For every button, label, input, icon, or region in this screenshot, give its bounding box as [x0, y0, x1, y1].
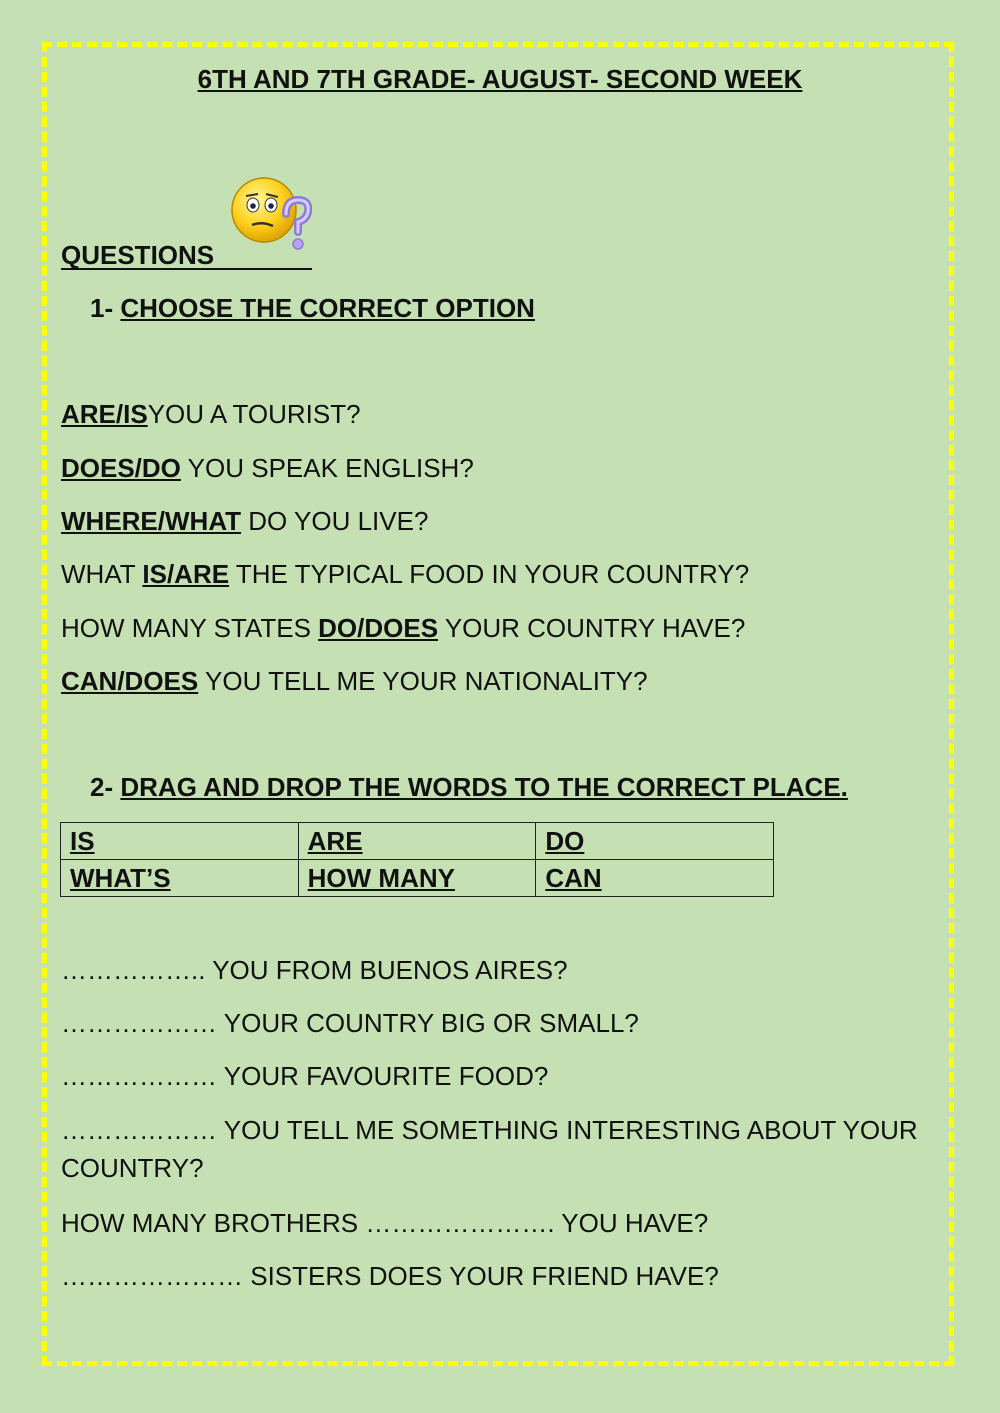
word-bank-row — [61, 860, 774, 897]
word-do[interactable]: DO — [536, 823, 774, 860]
word-is[interactable]: IS — [61, 823, 299, 860]
section-2-label: DRAG AND DROP THE WORDS TO THE CORRECT PLACE. — [120, 772, 848, 802]
word-whats[interactable]: WHAT’S — [61, 860, 299, 897]
choice-option-3[interactable]: WHERE/WHAT — [61, 506, 242, 536]
fill-line-3[interactable]: ……………… YOUR FAVOURITE FOOD? — [61, 1061, 549, 1091]
choice-line-5: HOW MANY STATES DO/DOES YOUR COUNTRY HAVE? — [61, 613, 746, 643]
confused-face-icon — [228, 176, 312, 257]
fill-line-4-continued: COUNTRY? — [61, 1153, 204, 1183]
choice-option-6[interactable]: CAN/DOES — [61, 666, 199, 696]
word-bank-table — [60, 822, 774, 897]
choice-option-2[interactable]: DOES/DO — [61, 453, 181, 483]
section-1-number: 1- — [90, 293, 114, 323]
choice-line-4: WHAT IS/ARE THE TYPICAL FOOD IN YOUR COUNTRY? — [61, 559, 750, 589]
section-2-number: 2- — [90, 772, 114, 802]
word-bank-row — [61, 823, 774, 860]
fill-line-4[interactable]: ……………… YOU TELL ME SOMETHING INTERESTING ABOUT YOUR — [61, 1115, 918, 1145]
questions-underline — [61, 268, 312, 270]
choice-line-3: WHERE/WHAT DO YOU LIVE? — [61, 506, 429, 536]
fill-line-5[interactable]: HOW MANY BROTHERS …………………. YOU HAVE? — [61, 1208, 709, 1238]
choice-line-1: ARE/ISYOU A TOURIST? — [61, 399, 361, 429]
page-title: 6TH AND 7TH GRADE- AUGUST- SECOND WEEK — [197, 64, 803, 94]
choice-option-4[interactable]: IS/ARE — [142, 559, 230, 589]
choice-option-1[interactable]: ARE/IS — [61, 399, 148, 429]
fill-line-1[interactable]: …………….. YOU FROM BUENOS AIRES? — [61, 955, 568, 985]
choice-option-5[interactable]: DO/DOES — [318, 613, 439, 643]
questions-heading: QUESTIONS — [61, 240, 215, 270]
section-1-heading — [90, 293, 535, 324]
section-1-label: CHOOSE THE CORRECT OPTION — [120, 293, 535, 323]
word-are[interactable]: ARE — [298, 823, 536, 860]
section-2-heading — [90, 772, 848, 803]
fill-line-2[interactable]: ……………… YOUR COUNTRY BIG OR SMALL? — [61, 1008, 639, 1038]
choice-line-2: DOES/DO YOU SPEAK ENGLISH? — [61, 453, 474, 483]
word-how-many[interactable]: HOW MANY — [298, 860, 536, 897]
fill-line-6[interactable]: ………………… SISTERS DOES YOUR FRIEND HAVE? — [61, 1261, 719, 1291]
choice-line-6: CAN/DOES YOU TELL ME YOUR NATIONALITY? — [61, 666, 648, 696]
word-can[interactable]: CAN — [536, 860, 774, 897]
